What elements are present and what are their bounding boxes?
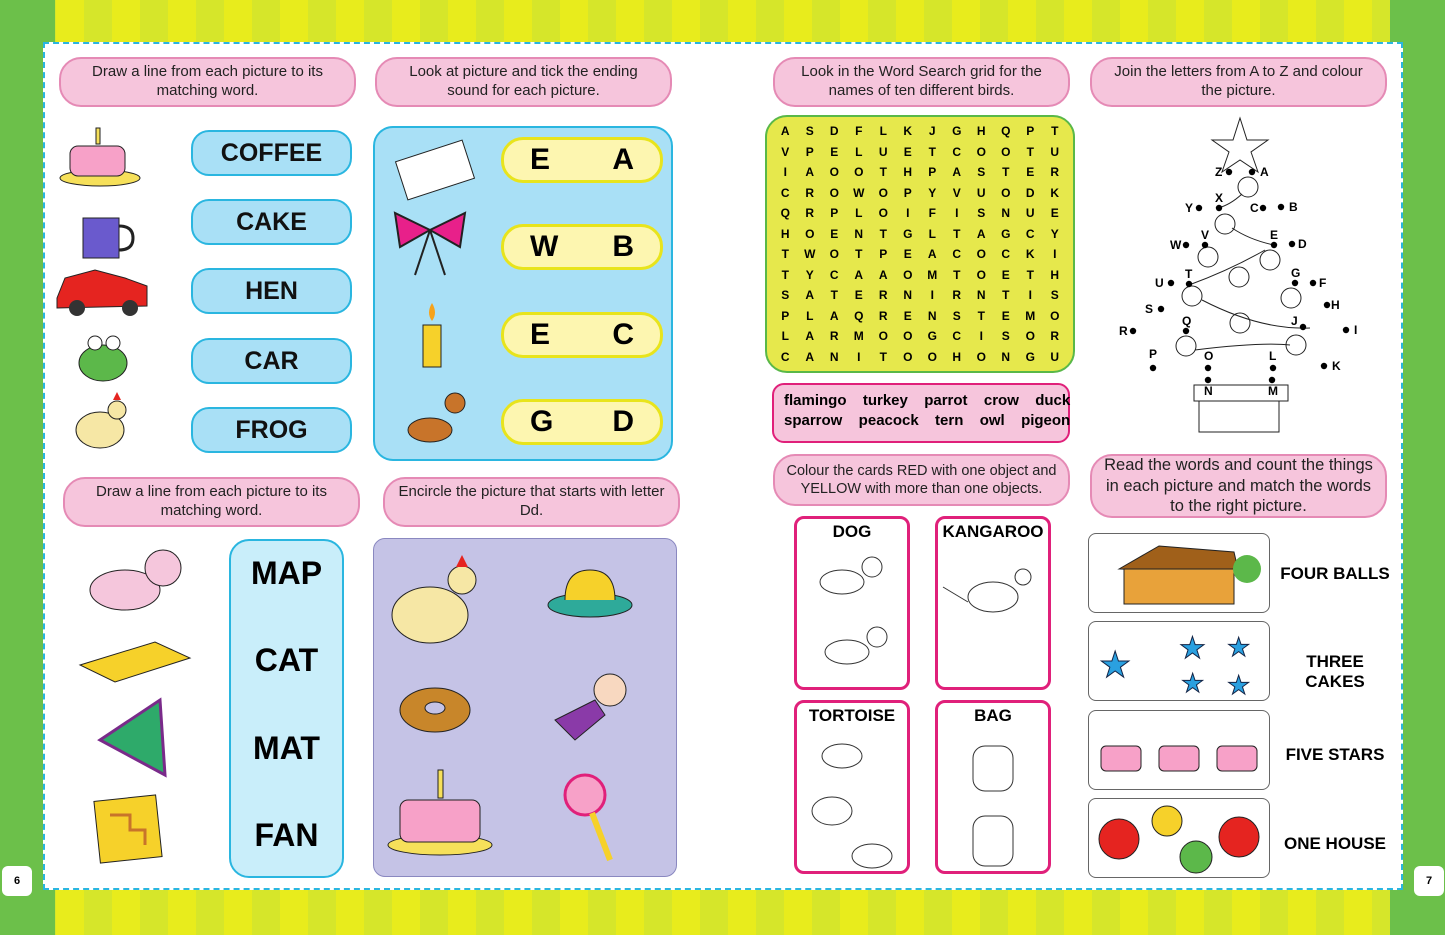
dot-label-t: T — [1185, 267, 1193, 281]
grid-letter[interactable]: E — [1026, 165, 1035, 180]
card-label: TORTOISE — [808, 706, 896, 725]
letter-picture — [396, 140, 475, 200]
cake-picture — [60, 128, 140, 186]
card-kangaroo[interactable] — [935, 516, 1051, 690]
grid-letter[interactable]: I — [857, 349, 861, 364]
fan-picture — [100, 700, 165, 775]
instruction-draw-line-2: Draw a line from each picture to its matching word. — [63, 477, 360, 527]
dot-to-dot-tree — [1110, 110, 1370, 440]
dot-w[interactable] — [1183, 242, 1189, 248]
two-dogs-picture — [802, 542, 902, 682]
grid-letter[interactable]: O — [927, 349, 937, 364]
grid-letter[interactable]: C — [829, 267, 839, 282]
dot-label-r: R — [1119, 324, 1128, 338]
grid-letter[interactable]: T — [879, 349, 887, 364]
grid-letter[interactable]: E — [830, 226, 839, 241]
dot-b[interactable] — [1278, 204, 1284, 210]
card-tortoise[interactable] — [794, 700, 910, 874]
grid-letter[interactable]: C — [780, 185, 790, 200]
option-e[interactable]: E — [530, 143, 551, 176]
grid-letter[interactable]: O — [878, 185, 888, 200]
instruction-dot-to-dot: Join the letters from A to Z and colour the picture. — [1090, 57, 1387, 107]
grid-letter[interactable]: R — [829, 329, 839, 344]
card-bag[interactable] — [935, 700, 1051, 874]
activity1-pictures — [55, 118, 155, 468]
dot-label-i: I — [1354, 323, 1358, 337]
grid-letter[interactable]: P — [1026, 124, 1035, 139]
word-four-balls[interactable]: FOUR BALLS — [1280, 564, 1390, 583]
grid-letter[interactable]: N — [927, 308, 937, 323]
word-one-house[interactable]: ONE HOUSE — [1283, 834, 1387, 853]
grid-letter[interactable]: R — [1050, 165, 1060, 180]
ending-sound-options-2 — [501, 224, 663, 270]
car-picture — [57, 270, 147, 316]
grid-letter[interactable]: S — [1050, 288, 1059, 303]
grid-letter[interactable]: M — [927, 267, 938, 282]
bird-word-list — [772, 383, 1070, 443]
ending-sound-options-3 — [501, 312, 663, 358]
grid-letter[interactable]: R — [952, 288, 962, 303]
dot-i[interactable] — [1343, 327, 1349, 333]
dot-r[interactable] — [1130, 328, 1136, 334]
grid-letter[interactable]: F — [928, 206, 936, 221]
grid-letter[interactable]: A — [952, 165, 962, 180]
hen-picture[interactable] — [392, 555, 476, 643]
grid-letter[interactable]: M — [853, 329, 864, 344]
grid-letter[interactable]: F — [855, 124, 863, 139]
grid-letter[interactable]: H — [976, 124, 986, 139]
dot-label-u: U — [1155, 276, 1164, 290]
grid-letter[interactable]: K — [903, 124, 913, 139]
grid-letter[interactable]: N — [903, 288, 913, 303]
grid-letter[interactable]: C — [1001, 247, 1011, 262]
grid-letter[interactable]: G — [952, 124, 962, 139]
picture-balls[interactable] — [1088, 798, 1270, 878]
grid-letter[interactable]: G — [1001, 226, 1011, 241]
activity3-pictures — [75, 540, 195, 870]
grid-letter[interactable]: O — [903, 267, 913, 282]
map-picture — [94, 795, 162, 863]
word-card-hen[interactable]: HEN — [191, 268, 352, 314]
dot-label-z: Z — [1215, 165, 1223, 179]
grid-letter[interactable]: T — [1002, 288, 1010, 303]
grid-letter[interactable]: E — [1001, 267, 1010, 282]
grid-letter[interactable]: Q — [854, 308, 864, 323]
dot-x[interactable] — [1216, 205, 1222, 211]
grid-letter[interactable]: E — [1050, 206, 1059, 221]
lollipop-picture[interactable] — [565, 775, 610, 860]
grid-letter[interactable]: I — [783, 165, 787, 180]
grid-letter[interactable]: O — [829, 185, 839, 200]
card-dog[interactable] — [794, 516, 910, 690]
grid-letter[interactable]: G — [927, 329, 937, 344]
grid-letter[interactable]: C — [780, 349, 790, 364]
grid-letter[interactable]: T — [977, 308, 985, 323]
dot-g[interactable] — [1292, 280, 1298, 286]
grid-letter[interactable]: T — [1026, 144, 1034, 159]
dot-u[interactable] — [1168, 280, 1174, 286]
dot-j[interactable] — [1300, 324, 1306, 330]
grid-letter[interactable]: L — [781, 329, 789, 344]
grid-letter[interactable]: T — [879, 226, 887, 241]
grid-letter[interactable]: A — [976, 226, 986, 241]
grid-letter[interactable]: C — [952, 329, 962, 344]
grid-letter[interactable]: O — [878, 329, 888, 344]
grid-letter[interactable]: P — [879, 247, 888, 262]
instruction-draw-line-1: Draw a line from each picture to its matching word. — [59, 57, 356, 107]
grid-letter[interactable]: E — [830, 144, 839, 159]
grid-letter[interactable]: T — [830, 288, 838, 303]
grid-letter[interactable]: R — [878, 308, 888, 323]
svg-text:★: ★ — [1179, 632, 1206, 665]
word-card-cake[interactable]: CAKE — [191, 199, 352, 245]
grid-letter[interactable]: E — [903, 144, 912, 159]
dot-label-n: N — [1204, 384, 1213, 398]
word-fan[interactable]: FAN — [254, 817, 319, 853]
grid-letter[interactable]: C — [952, 144, 962, 159]
dot-label-g: G — [1291, 266, 1301, 280]
grid-letter[interactable]: E — [903, 247, 912, 262]
bird-list-line-1: flamingo turkey parrot crow duck — [784, 392, 1071, 409]
grid-letter[interactable]: T — [781, 267, 789, 282]
grid-letter[interactable]: H — [952, 349, 962, 364]
grid-letter[interactable]: V — [781, 144, 790, 159]
word-card-car[interactable]: CAR — [191, 338, 352, 384]
grid-letter[interactable]: K — [1050, 185, 1060, 200]
card-label: DOG — [832, 522, 872, 541]
picture-house[interactable] — [1088, 533, 1270, 613]
grid-letter[interactable]: W — [804, 247, 816, 262]
dot-m[interactable] — [1269, 377, 1275, 383]
grid-letter[interactable]: S — [781, 288, 790, 303]
instruction-word-search: Look in the Word Search grid for the names of ten different birds. — [773, 57, 1070, 107]
grid-letter[interactable]: Y — [1050, 226, 1059, 241]
svg-text:★: ★ — [1227, 632, 1251, 662]
hen-picture — [76, 392, 126, 448]
grid-letter[interactable]: I — [930, 288, 934, 303]
dot-label-e: E — [1270, 228, 1279, 242]
word-mat[interactable]: MAT — [253, 730, 320, 766]
dot-label-x: X — [1215, 191, 1224, 205]
cat-picture — [90, 550, 181, 610]
grid-letter[interactable]: E — [1001, 308, 1010, 323]
dot-label-o: O — [1204, 349, 1214, 363]
grid-letter[interactable]: G — [903, 226, 913, 241]
grid-letter[interactable]: A — [927, 247, 937, 262]
card-label: KANGAROO — [942, 522, 1044, 541]
grid-letter[interactable]: H — [903, 165, 913, 180]
grid-letter[interactable]: N — [1001, 206, 1011, 221]
grid-letter[interactable]: T — [1051, 124, 1059, 139]
grid-letter[interactable]: U — [1050, 349, 1060, 364]
grid-letter[interactable]: E — [854, 288, 863, 303]
grid-letter[interactable]: H — [1050, 267, 1060, 282]
dot-y[interactable] — [1196, 205, 1202, 211]
card-label: BAG — [974, 706, 1012, 725]
grid-letter[interactable]: T — [781, 247, 789, 262]
dot-t[interactable] — [1186, 281, 1192, 287]
word-cat[interactable]: CAT — [254, 642, 319, 678]
star-icon — [1212, 118, 1268, 172]
dot-label-s: S — [1145, 302, 1154, 316]
frog-picture — [79, 336, 127, 381]
three-tortoises-picture — [802, 726, 902, 876]
dot-label-f: F — [1319, 276, 1327, 290]
dot-h[interactable] — [1324, 302, 1330, 308]
dog-picture — [408, 393, 465, 442]
ending-sound-options-1 — [501, 137, 663, 183]
grid-letter[interactable]: P — [928, 165, 937, 180]
kangaroo-picture — [938, 542, 1048, 642]
dot-n[interactable] — [1205, 377, 1211, 383]
activity4-pictures — [380, 545, 670, 870]
dot-d[interactable] — [1289, 241, 1295, 247]
grid-letter[interactable]: T — [1002, 165, 1010, 180]
grid-letter[interactable]: O — [829, 247, 839, 262]
ending-sound-options-4 — [501, 399, 663, 445]
dot-label-m: M — [1268, 384, 1278, 398]
option-d[interactable]: D — [612, 405, 634, 438]
grid-letter[interactable]: O — [1001, 185, 1011, 200]
grid-letter[interactable]: R — [805, 185, 815, 200]
grid-letter[interactable]: T — [928, 144, 936, 159]
grid-letter[interactable]: Q — [1001, 124, 1011, 139]
grid-letter[interactable]: S — [1001, 329, 1010, 344]
cake-picture[interactable] — [388, 770, 492, 855]
page-number-left: 6 — [2, 866, 32, 896]
option-c[interactable]: C — [612, 318, 634, 351]
grid-letter[interactable]: C — [952, 247, 962, 262]
dot-l[interactable] — [1270, 365, 1276, 371]
dot-label-d: D — [1298, 237, 1307, 251]
mat-picture — [80, 642, 190, 682]
grid-letter[interactable]: O — [976, 267, 986, 282]
bow-picture — [395, 213, 465, 275]
grid-letter[interactable]: I — [1028, 288, 1032, 303]
doll-picture[interactable] — [555, 674, 626, 740]
grid-letter[interactable]: O — [854, 165, 864, 180]
grid-letter[interactable]: L — [806, 308, 814, 323]
dot-a[interactable] — [1249, 169, 1255, 175]
grid-letter[interactable]: A — [805, 288, 815, 303]
grid-letter[interactable]: O — [976, 144, 986, 159]
grid-letter[interactable]: A — [780, 124, 790, 139]
grid-letter[interactable]: N — [829, 349, 839, 364]
dot-v[interactable] — [1202, 242, 1208, 248]
svg-text:★: ★ — [1099, 644, 1132, 685]
hat-picture[interactable] — [548, 570, 632, 617]
grid-letter[interactable]: P — [903, 185, 912, 200]
grid-letter[interactable]: P — [805, 144, 814, 159]
grid-letter[interactable]: A — [878, 267, 888, 282]
grid-letter[interactable]: L — [855, 144, 863, 159]
page-number-right: 7 — [1414, 866, 1444, 896]
grid-letter[interactable]: A — [805, 329, 815, 344]
dot-label-w: W — [1170, 238, 1182, 252]
activity2-pictures — [385, 135, 485, 455]
dot-label-k: K — [1332, 359, 1341, 373]
instruction-colour-cards: Colour the cards RED with one object and YELLOW with more than one objects. — [773, 454, 1070, 506]
grid-letter[interactable]: R — [805, 206, 815, 221]
grid-letter[interactable]: T — [879, 165, 887, 180]
grid-letter[interactable]: L — [928, 226, 936, 241]
option-a[interactable]: A — [612, 143, 634, 176]
grid-letter[interactable]: O — [805, 226, 815, 241]
grid-letter[interactable]: S — [952, 308, 961, 323]
grid-letter[interactable]: O — [1001, 144, 1011, 159]
dot-q[interactable] — [1183, 328, 1189, 334]
grid-letter[interactable]: U — [1050, 144, 1060, 159]
dot-p[interactable] — [1150, 365, 1156, 371]
grid-letter[interactable]: O — [903, 349, 913, 364]
grid-letter[interactable]: L — [879, 124, 887, 139]
instruction-ending-sound: Look at picture and tick the ending sound for each picture. — [375, 57, 672, 107]
dot-label-c: C — [1250, 201, 1259, 215]
word-card-coffee[interactable]: COFFEE — [191, 130, 352, 176]
word-card-frog[interactable]: FROG — [191, 407, 352, 453]
instruction-count-match: Read the words and count the things in each picture and match the words to the right picture. — [1090, 454, 1387, 518]
grid-letter[interactable]: T — [855, 247, 863, 262]
donut-picture[interactable] — [400, 688, 470, 732]
dot-e[interactable] — [1271, 242, 1277, 248]
grid-letter[interactable]: D — [1025, 185, 1035, 200]
dot-label-j: J — [1291, 314, 1298, 328]
dot-z[interactable] — [1226, 169, 1232, 175]
grid-letter[interactable]: L — [855, 206, 863, 221]
dot-label-y: Y — [1185, 201, 1194, 215]
grid-letter[interactable]: O — [1025, 329, 1035, 344]
grid-letter[interactable]: R — [878, 288, 888, 303]
option-b[interactable]: B — [612, 230, 634, 263]
dot-f[interactable] — [1310, 280, 1316, 286]
word-five-stars[interactable]: FIVE STARS — [1285, 745, 1385, 764]
dot-label-p: P — [1149, 347, 1158, 361]
grid-letter[interactable]: N — [976, 288, 986, 303]
grid-letter[interactable]: Q — [780, 206, 790, 221]
grid-letter[interactable]: I — [1053, 247, 1057, 262]
dot-label-q: Q — [1182, 314, 1192, 328]
grid-letter[interactable]: I — [979, 329, 983, 344]
dot-label-v: V — [1201, 228, 1210, 242]
dot-label-l: L — [1269, 349, 1277, 363]
grid-letter[interactable]: N — [1001, 349, 1011, 364]
bird-list-line-2: sparrow peacock tern owl pigeon — [784, 411, 1071, 429]
grid-letter[interactable]: J — [928, 124, 936, 139]
picture-cakes[interactable] — [1088, 710, 1270, 790]
instruction-encircle-dd: Encircle the picture that starts with letter Dd. — [383, 477, 680, 527]
word-search-grid — [765, 115, 1075, 373]
grid-letter[interactable]: O — [829, 165, 839, 180]
grid-letter[interactable]: A — [854, 267, 864, 282]
grid-letter[interactable]: O — [878, 206, 888, 221]
grid-letter[interactable]: O — [903, 329, 913, 344]
mug-picture — [83, 218, 133, 258]
grid-letter[interactable]: A — [829, 308, 839, 323]
grid-letter[interactable]: T — [953, 267, 961, 282]
picture-stars[interactable] — [1088, 621, 1270, 701]
grid-letter[interactable]: P — [830, 206, 839, 221]
grid-letter[interactable]: D — [829, 124, 839, 139]
grid-letter[interactable]: T — [1026, 267, 1034, 282]
dot-o[interactable] — [1205, 365, 1211, 371]
tree-ornaments — [1176, 177, 1310, 432]
option-e[interactable]: E — [530, 318, 551, 351]
two-bags-picture — [943, 726, 1043, 876]
option-g[interactable]: G — [530, 405, 554, 438]
grid-letter[interactable]: A — [805, 349, 815, 364]
dot-label-b: B — [1289, 200, 1298, 214]
grid-letter[interactable]: O — [1050, 308, 1060, 323]
grid-letter[interactable]: S — [805, 124, 814, 139]
grid-letter[interactable]: O — [976, 349, 986, 364]
dot-s[interactable] — [1158, 306, 1164, 312]
grid-letter[interactable]: M — [1025, 308, 1036, 323]
grid-letter[interactable]: A — [805, 165, 815, 180]
grid-letter[interactable]: N — [854, 226, 864, 241]
grid-letter[interactable]: O — [976, 247, 986, 262]
grid-letter[interactable]: I — [955, 206, 959, 221]
grid-letter[interactable]: U — [976, 185, 986, 200]
grid-letter[interactable]: Y — [805, 267, 814, 282]
grid-letter[interactable]: S — [977, 206, 986, 221]
grid-letter[interactable]: W — [853, 185, 865, 200]
svg-text:★: ★ — [1181, 668, 1205, 698]
grid-letter[interactable]: S — [977, 165, 986, 180]
svg-text:★: ★ — [1227, 670, 1251, 700]
dot-label-h: H — [1331, 298, 1340, 312]
dot-k[interactable] — [1321, 363, 1327, 369]
dot-c[interactable] — [1260, 205, 1266, 211]
grid-letter[interactable]: P — [781, 308, 790, 323]
grid-letter[interactable]: T — [953, 226, 961, 241]
grid-letter[interactable]: K — [1025, 247, 1035, 262]
grid-letter[interactable]: U — [878, 144, 888, 159]
word-map[interactable]: MAP — [250, 555, 323, 591]
grid-letter[interactable]: U — [1025, 206, 1035, 221]
option-w[interactable]: W — [530, 230, 559, 263]
grid-letter[interactable]: C — [1025, 226, 1035, 241]
grid-letter[interactable]: I — [906, 206, 910, 221]
word-three-cakes[interactable]: THREE CAKES — [1305, 652, 1365, 691]
candle-picture — [423, 303, 441, 367]
grid-letter[interactable]: R — [1050, 329, 1060, 344]
grid-letter[interactable]: G — [1025, 349, 1035, 364]
dot-label-a: A — [1260, 165, 1269, 179]
grid-letter[interactable]: V — [952, 185, 961, 200]
grid-letter[interactable]: H — [780, 226, 790, 241]
grid-letter[interactable]: Y — [928, 185, 937, 200]
grid-letter[interactable]: E — [903, 308, 912, 323]
